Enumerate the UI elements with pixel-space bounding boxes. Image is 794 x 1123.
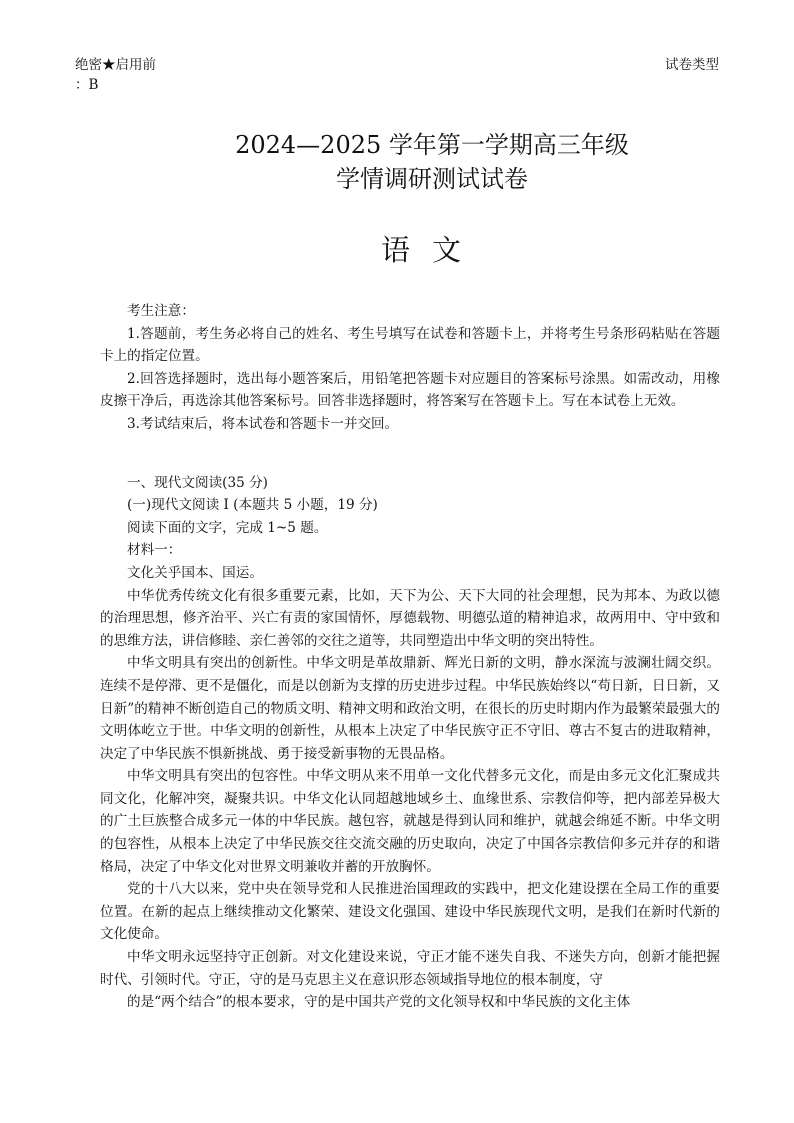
exam-title-line1: 2024—2025 学年第一学期高三年级	[235, 131, 629, 159]
passage-paragraph: 中华文明具有突出的包容性。中华文明从来不用单一文化代替多元文化，而是由多元文化汇聚成共同文化，化解冲突，凝聚共识。中华文化认同超越地域乡土、血缘世系、宗教信仰等，把内部差异极大的广土巨族整合成多元一体的中华民族。越包容，就越是得到认同和维护，就越会绵延不断。中华文明的包容性，从根本上决定了中华民族交往交流交融的历史取向，决定了中国各宗教信仰多元并存的和谐格局，决定了中华文化对世界文明兼收并蓄的开放胸怀。	[100, 768, 720, 875]
exam-title-line2: 学情调研测试试卷	[336, 165, 528, 193]
notice-item-2: 2.回答选择题时，选出每小题答案后，用铅笔把答题卡对应题目的答案标号涂黑。如需改动，用橡皮擦干净后，再选涂其他答案标号。回答非选择题时，将答案写在答题卡上。写在本试卷上无效。	[100, 370, 720, 410]
material-label: 材料一：	[127, 542, 182, 559]
notice-heading: 考生注意：	[127, 303, 195, 319]
passage-paragraph: 的是“两个结合”的根本要求，守的是中国共产党的文化领导权和中华民族的文化主体	[127, 994, 631, 1011]
paper-type-label: 试卷类型	[665, 57, 719, 73]
passage-paragraph: 文化关乎国本、国运。	[127, 564, 263, 581]
reading-instruction: 阅读下面的文字，完成 1~5 题。	[127, 519, 328, 536]
passage-paragraph: 中华文明具有突出的创新性。中华文明是革故鼎新、辉光日新的文明，静水深流与波澜壮阔交织。连续不是停滞、更不是僵化，而是以创新为支撑的历史进步过程。中华民族始终以“苟日新，日日新，又日新”的精神不断创造自己的物质文明、精神文明和政治文明，在很长的历史时期内作为最繁荣最强大的文明体屹立于世。中华文明的创新性，从根本上决定了中华民族守正不守旧、尊古不复古的进取精神，决定了中华民族不惧新挑战、勇于接受新事物的无畏品格。	[100, 655, 720, 762]
paper-type-value: ：B	[75, 77, 99, 93]
header-left	[75, 55, 156, 95]
notice-item-1: 1.答题前，考生务必将自己的姓名、考生号填写在试卷和答题卡上，并将考生号条形码粘贴在答题卡上的指定位置。	[100, 325, 720, 365]
exam-body	[100, 300, 720, 1014]
passage-paragraph: 中华文明永远坚持守正创新。对文化建设来说，守正才能不迷失自我、不迷失方向，创新才能把握时代、引领时代。守正，守的是马克思主义在意识形态领域指导地位的根本制度，守	[100, 949, 720, 988]
spacer	[100, 436, 720, 472]
confidential-label: 绝密★启用前	[75, 57, 156, 73]
subject-title: 语文	[380, 233, 483, 267]
passage-paragraph: 党的十八大以来，党中央在领导党和人民推进治国理政的实践中，把文化建设摆在全局工作的重要位置。在新的起点上继续推动文化繁荣、建设文化强国、建设中华民族现代文明，是我们在新时代新的文化使命。	[100, 881, 720, 943]
subsection-heading: (一)现代文阅读 I (本题共 5 小题，19 分)	[127, 497, 378, 514]
section-heading: 一、现代文阅读(35 分)	[127, 474, 268, 491]
notice-item-3: 3.考试结束后，将本试卷和答题卡一并交回。	[127, 415, 399, 432]
passage-paragraph: 中华优秀传统文化有很多重要元素，比如，天下为公、天下大同的社会理想，民为邦本、为政以德的治理思想，修齐治平、兴亡有责的家国情怀，厚德载物、明德弘道的精神追求，故两用中、守中致和的思维方法，讲信修睦、亲仁善邻的交往之道等，共同塑造出中华文明的突出特性。	[100, 587, 720, 649]
